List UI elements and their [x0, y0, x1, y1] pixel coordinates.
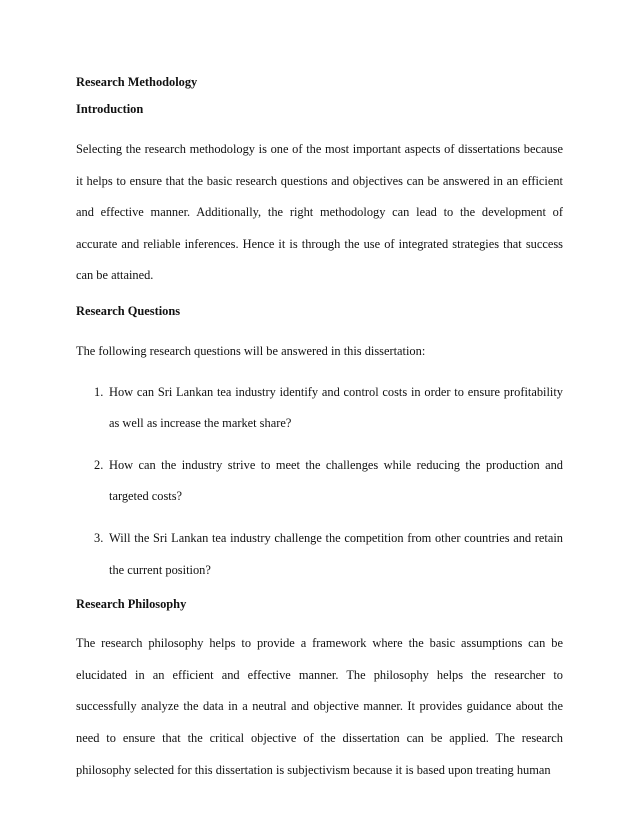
research-philosophy-heading: Research Philosophy — [76, 597, 187, 612]
list-item-number: 1. — [94, 384, 104, 399]
research-questions-list — [76, 377, 563, 587]
document-title: Research Methodology — [76, 75, 198, 89]
list-item-text: How can Sri Lankan tea industry identify and control costs in order to ensure profitability as well as increase the market share? — [109, 384, 563, 431]
list-item — [76, 450, 563, 513]
introduction-heading: Introduction — [76, 102, 144, 116]
list-item-number: 3. — [94, 530, 104, 545]
document-page — [76, 74, 563, 786]
research-questions-intro: The following research questions will be answered in this dissertation: — [76, 343, 426, 358]
research-questions-heading: Research Questions — [76, 303, 181, 318]
list-item-number: 2. — [94, 457, 104, 472]
list-item-text: Will the Sri Lankan tea industry challenge the competition from other countries and retain the current position? — [109, 530, 563, 577]
introduction-paragraph: Selecting the research methodology is one of the most important aspects of dissertations because it helps to ensure that the basic research questions and objectives can be answered in an efficient and effective manner. Additionally, the right methodology can lead to the development of accurate and reliable inferences. Hence it is through the use of integrated strategies that success can be attained. — [76, 142, 563, 283]
list-item — [76, 377, 563, 440]
list-item-text: How can the industry strive to meet the challenges while reducing the production and targeted costs? — [109, 457, 563, 504]
research-philosophy-paragraph: The research philosophy helps to provide a framework where the basic assumptions can be elucidated in an efficient and effective manner. The philosophy helps the researcher to successfully analyze the data in a neutral and objective manner. It provides guidance about the need to ensure that the critical objective of the dissertation can be applied. The research philosophy selected for this dissertation is subjectivism because it is based upon treating human — [76, 636, 563, 777]
list-item — [76, 523, 563, 586]
